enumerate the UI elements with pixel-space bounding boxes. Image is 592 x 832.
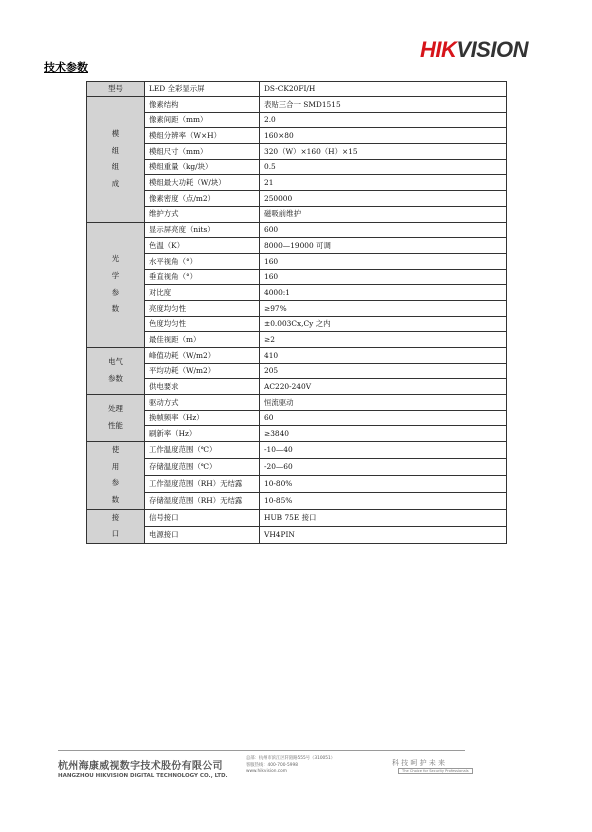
group-title-line: 处理 [108,404,123,414]
model-row [87,82,507,97]
spec-label: 存储湿度范围（RH）无结露 [145,492,260,509]
spec-row [87,300,507,316]
spec-value: ±0.003Cx,Cy 之内 [260,316,507,332]
spec-label: 电源接口 [145,526,260,543]
spec-row [87,492,507,509]
slogan: 科技呵护未来 [392,759,448,767]
spec-value: HUB 75E 接口 [260,509,507,526]
spec-row [87,459,507,476]
group-title-line: 光 [111,254,120,264]
model-label: LED 全彩显示屏 [145,82,260,97]
website-line: www.hikvision.com [246,769,287,775]
spec-row [87,191,507,207]
group-title-line: 性能 [108,421,123,431]
spec-value: 21 [260,175,507,191]
spec-row [87,475,507,492]
model-value: DS-CK20FI/H [260,82,507,97]
spec-value: 2.0 [260,112,507,128]
spec-value: 160 [260,253,507,269]
spec-value: 160 [260,269,507,285]
spec-label: 水平视角（°） [145,253,260,269]
spec-value: 磁吸前维护 [260,206,507,222]
spec-value: 4000:1 [260,285,507,301]
spec-row [87,395,507,411]
spec-row [87,144,507,160]
spec-label: 最佳视距（m） [145,332,260,348]
section-title: 技术参数 [44,61,88,74]
spec-row [87,426,507,442]
spec-label: 存储温度范围（℃） [145,459,260,476]
spec-row [87,128,507,144]
spec-value: ≥2 [260,332,507,348]
group-title-line: 口 [111,529,120,539]
spec-row [87,316,507,332]
spec-label: 模组尺寸（mm） [145,144,260,160]
spec-value: 10-80% [260,475,507,492]
spec-row [87,379,507,395]
slogan-en: The Choice for Security Professionals [398,768,473,774]
spec-label: 信号接口 [145,509,260,526]
spec-value: VH4PIN [260,526,507,543]
spec-label: 维护方式 [145,206,260,222]
spec-group-title [87,442,145,510]
spec-label: 像素间距（mm） [145,112,260,128]
spec-label: 刷新率（Hz） [145,426,260,442]
group-title-line: 参 [111,478,120,488]
address-line: 总部：杭州市滨江区阡陌路555号（310051） [246,756,336,761]
group-title-line: 电气 [108,357,123,367]
spec-row [87,159,507,175]
spec-label: 显示屏亮度（nits） [145,222,260,238]
spec-value: 10-85% [260,492,507,509]
spec-value: 205 [260,363,507,379]
hotline-line: 客服热线：400-700-5998 [246,762,298,768]
spec-value: -10—40 [260,442,507,459]
spec-group-title [87,97,145,223]
spec-row [87,348,507,364]
spec-row [87,509,507,526]
spec-row [87,175,507,191]
spec-row [87,253,507,269]
spec-value: 表贴三合一 SMD1515 [260,97,507,113]
group-title-line: 使 [111,445,120,455]
group-title-line: 数 [111,304,120,314]
spec-table [86,81,507,544]
spec-group-title [87,222,145,348]
spec-label: 垂直视角（°） [145,269,260,285]
spec-value: 410 [260,348,507,364]
spec-row [87,112,507,128]
group-title-line: 用 [111,461,120,471]
group-title-line: 组 [111,162,120,172]
group-title-line: 数 [111,495,120,505]
spec-label: 峰值功耗（W/m2） [145,348,260,364]
spec-row [87,442,507,459]
spec-label: 平均功耗（W/m2） [145,363,260,379]
company-name-cn: 杭州海康威视数字技术股份有限公司 [58,761,223,772]
spec-value: ≥3840 [260,426,507,442]
spec-value: 60 [260,410,507,426]
spec-row [87,332,507,348]
spec-label: 亮度均匀性 [145,300,260,316]
spec-label: 像素密度（点/m2） [145,191,260,207]
footer-address [246,756,335,776]
spec-table-body [87,82,507,544]
spec-value: 250000 [260,191,507,207]
spec-label: 供电要求 [145,379,260,395]
spec-value: 0.5 [260,159,507,175]
hikvision-logo [420,37,528,63]
spec-row [87,269,507,285]
spec-value: 160×80 [260,128,507,144]
logo-red-part: HIK [420,37,457,62]
spec-label: 模组分辨率（W×H） [145,128,260,144]
spec-row [87,206,507,222]
spec-row [87,363,507,379]
spec-value: 600 [260,222,507,238]
logo-dark-part: VISION [456,37,528,62]
spec-label: 驱动方式 [145,395,260,411]
group-title-line: 参数 [108,374,123,384]
spec-label: 色度均匀性 [145,316,260,332]
spec-label: 工作湿度范围（RH）无结露 [145,475,260,492]
company-name-en: HANGZHOU HIKVISION DIGITAL TECHNOLOGY CO., LTD. [58,773,228,779]
spec-label: 对比度 [145,285,260,301]
group-title-line: 参 [111,287,120,297]
spec-value: ≥97% [260,300,507,316]
spec-row [87,97,507,113]
spec-value: 8000—19000 可调 [260,238,507,254]
group-title-line: 模 [111,128,120,138]
spec-group-title [87,509,145,543]
spec-row [87,526,507,543]
spec-label: 模组重量（kg/块） [145,159,260,175]
spec-group-title [87,348,145,395]
spec-label: 换帧频率（Hz） [145,410,260,426]
spec-label: 工作温度范围（℃） [145,442,260,459]
footer-company [58,757,228,779]
spec-value: 320（W）×160（H）×15 [260,144,507,160]
spec-label: 模组最大功耗（W/块） [145,175,260,191]
spec-row [87,222,507,238]
spec-value: AC220-240V [260,379,507,395]
spec-value: -20—60 [260,459,507,476]
spec-label: 像素结构 [145,97,260,113]
spec-row [87,410,507,426]
spec-value: 恒流驱动 [260,395,507,411]
footer-divider [58,750,465,751]
spec-row [87,238,507,254]
spec-row [87,285,507,301]
spec-group-title [87,395,145,442]
spec-label: 色温（K） [145,238,260,254]
group-title-line: 成 [111,178,120,188]
group-title-line: 接 [111,512,120,522]
model-header: 型号 [87,82,145,97]
group-title-line: 组 [111,145,120,155]
group-title-line: 学 [111,271,120,281]
